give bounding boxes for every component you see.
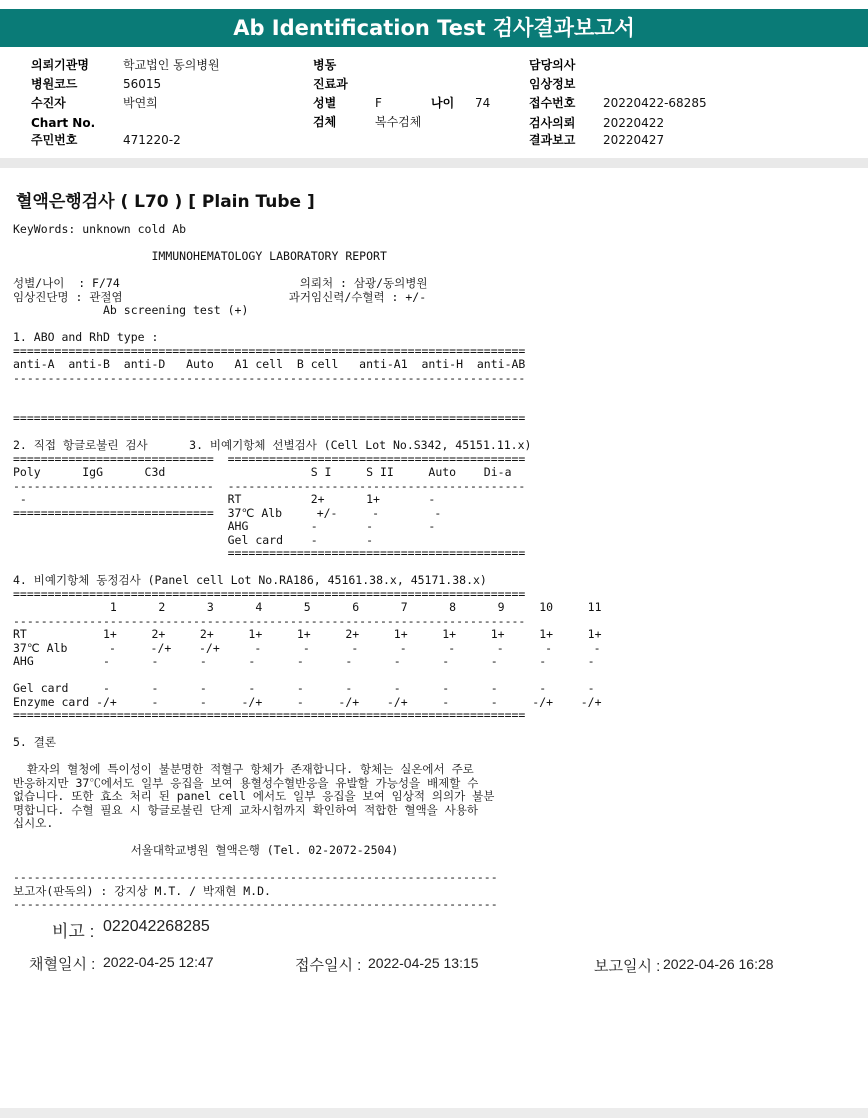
report-line: ========================================================================== — [13, 343, 526, 358]
report-line: ---------------------------------------------------------------------- — [13, 897, 498, 911]
report-line: Ab screening test (+) — [13, 303, 249, 317]
report-line: AHG - - - - - - - - - - - — [13, 654, 595, 668]
report-line: =========================================== — [13, 546, 526, 560]
receipt-label: 접수일시 : — [295, 957, 362, 974]
report-line: 명합니다. 수혈 필요 시 항글로불린 단계 교차시험까지 확인하여 적합한 혈액을 사용하 — [13, 802, 478, 817]
report-line: anti-A anti-B anti-D Auto A1 cell B cell anti-A1 anti-H anti-AB — [13, 357, 526, 371]
label-patient: 수진자 — [31, 96, 66, 110]
value-specimen: 복수검체 — [375, 115, 422, 129]
report-line: 37℃ Alb - -/+ -/+ - - - - - - - - — [13, 640, 601, 655]
label-requesting-institution: 의뢰기관명 — [31, 58, 89, 72]
collect-label: 채혈일시 : — [29, 956, 96, 973]
report-line: ========================================================================== — [13, 708, 526, 722]
report-line: RT 1+ 2+ 2+ 1+ 1+ 2+ 1+ 1+ 1+ 1+ 1+ — [13, 627, 602, 641]
value-age: 74 — [475, 96, 491, 110]
label-hospital-code: 병원코드 — [31, 77, 78, 91]
report-line: AHG - - - — [13, 519, 436, 533]
report-line: -------------------------------------------------------------------------- — [13, 613, 526, 628]
report-line: 반응하지만 37℃에서도 일부 응집을 보여 용혈성수혈반응을 유발할 가능성을 배제할 수 — [13, 775, 479, 790]
collect-value: 2022-04-25 12:47 — [103, 954, 214, 970]
report-line: 1. ABO and RhD type : — [13, 330, 159, 344]
report-line: -------------------------------------------------------------------------- — [13, 370, 526, 385]
report-line: 없습니다. 또한 효소 처리 된 panel cell 에서도 일부 응집을 보여 임상적 의의가 불분 — [13, 789, 495, 803]
report-line: 서울대학교병원 혈액은행 (Tel. 02-2072-2504) — [13, 843, 399, 857]
report-line: 2. 직접 항글로불린 검사 3. 비예기항체 선별검사 (Cell Lot No.S342, 45151.11.x) — [13, 438, 532, 452]
report-line: 십시오. — [13, 816, 54, 830]
report-line: - RT 2+ 1+ - — [13, 492, 436, 506]
label-receipt-number: 접수번호 — [529, 96, 576, 110]
report-line: ========================================================================== — [13, 411, 526, 425]
label-test-request: 검사의뢰 — [529, 116, 576, 130]
report-line: 4. 비예기항체 동정검사 (Panel cell Lot No.RA186, 45161.38.x, 45171.38.x) — [13, 573, 487, 587]
report-title: Ab Identification Test 검사결과보고서 — [0, 9, 868, 47]
report-line: 보고자(판독의) : 강지상 M.T. / 박재현 M.D. — [13, 883, 271, 898]
label-age: 나이 — [431, 96, 455, 110]
value-resident-number: 471220-2 — [123, 133, 181, 147]
report-line: ---------------------------------------------------------------------- — [13, 870, 498, 884]
note-value: 022042268285 — [103, 918, 210, 935]
label-physician: 담당의사 — [529, 58, 576, 72]
value-hospital-code: 56015 — [123, 77, 162, 91]
report-line: ============================= 37℃ Alb +/- - - — [13, 505, 442, 520]
report-line: Gel card - - — [13, 532, 374, 547]
section-title: 혈액은행검사 ( L70 ) [ Plain Tube ] — [16, 192, 315, 212]
label-sex: 성별 — [313, 96, 337, 110]
report-line: ========================================================================== — [13, 586, 526, 601]
label-ward: 병동 — [313, 58, 337, 72]
report-line: ----------------------------- ------------------------------------------- — [13, 478, 526, 493]
report-line: 임상진단명 : 관절염 과거임신력/수혈력 : +/- — [13, 289, 427, 304]
report-line: IMMUNOHEMATOLOGY LABORATORY REPORT — [13, 249, 387, 263]
label-resident-number: 주민번호 — [31, 133, 78, 147]
report-line: Gel card - - - - - - - - - - - — [13, 681, 595, 695]
report-line: 성별/나이 : F/74 의뢰처 : 삼광/동의병원 — [13, 276, 428, 290]
report-line: 5. 결론 — [13, 735, 56, 749]
label-result-report: 결과보고 — [529, 133, 576, 147]
report-line: KeyWords: unknown cold Ab — [13, 222, 187, 236]
receipt-value: 2022-04-25 13:15 — [368, 955, 479, 971]
report-line: ============================= =========================================== — [13, 451, 526, 466]
value-sex: F — [375, 96, 382, 110]
label-chart-no: Chart No. — [31, 116, 96, 130]
value-result-report: 20220427 — [603, 133, 665, 147]
report-line: Enzyme card -/+ - - -/+ - -/+ -/+ - - -/+ -/+ — [13, 694, 602, 709]
report-line: Poly IgG C3d S I S II Auto Di-a — [13, 465, 512, 479]
report-date-label: 보고일시 : — [594, 958, 661, 975]
report-line: 환자의 혈청에 특이성이 불분명한 적혈구 항체가 존재합니다. 항체는 실온에서 주로 — [13, 762, 474, 776]
note-label: 비고 : — [52, 922, 95, 941]
value-test-request: 20220422 — [603, 116, 665, 130]
label-clinical-info: 임상정보 — [529, 77, 576, 91]
label-department: 진료과 — [313, 77, 348, 91]
value-requesting-institution: 학교법인 동의병원 — [123, 58, 220, 72]
report-date-value: 2022-04-26 16:28 — [663, 956, 774, 972]
header-separator — [0, 158, 868, 168]
report-line: 1 2 3 4 5 6 7 8 9 10 11 — [13, 600, 602, 614]
label-specimen: 검체 — [313, 115, 337, 129]
bottom-bar — [0, 1108, 868, 1118]
value-receipt-number: 20220422-68285 — [603, 96, 707, 110]
value-patient: 박연희 — [123, 96, 158, 110]
